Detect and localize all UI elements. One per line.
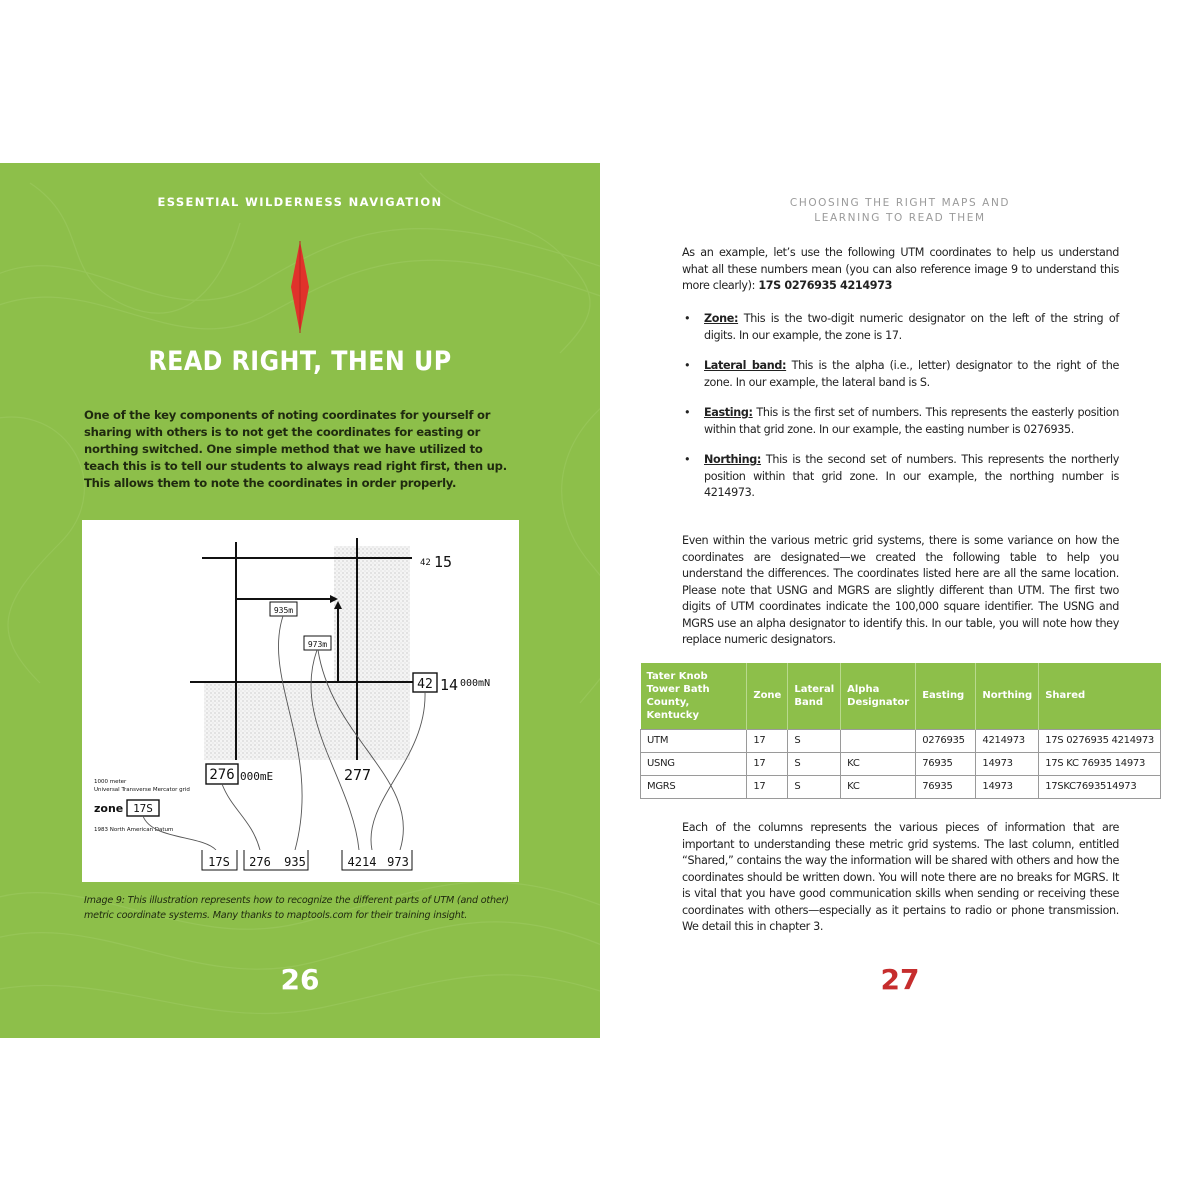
table-header: Tater Knob Tower Bath County, Kentucky — [641, 663, 747, 729]
table-cell: 17S KC 76935 14973 — [1039, 752, 1161, 775]
grid-note-line1: 1000 meter — [94, 779, 127, 785]
northing-top-suffix: 15 — [434, 553, 453, 571]
shaded-grid-region — [334, 546, 410, 682]
running-head-line1: CHOOSING THE RIGHT MAPS AND — [789, 197, 1011, 209]
intro-paragraph: One of the key components of noting coordinates for yourself or sharing with others is to not get the coordinates for easting or northing switched. One simple method that we have utilized to teach this is to tell our students to always read right first, then up. This allows them to note the coordinates in order properly. — [84, 408, 507, 490]
table-header: Alpha Designator — [841, 663, 916, 729]
table-cell: KC — [841, 752, 916, 775]
table-cell: 14973 — [976, 752, 1039, 775]
table-cell: 17SKC7693514973 — [1039, 775, 1161, 798]
grid-note-line2: Universal Transverse Mercator grid — [94, 787, 190, 793]
up-measure-label: 973m — [307, 640, 328, 649]
list-item — [682, 358, 1119, 391]
datum-note: 1983 North American Datum — [94, 827, 174, 833]
compass-needle-icon — [290, 241, 310, 333]
definition-term: Lateral band: — [704, 359, 787, 372]
table-row — [641, 752, 1161, 775]
shaded-grid-region — [204, 682, 410, 760]
list-item — [682, 405, 1119, 438]
right-measure-label: 935m — [273, 606, 294, 615]
code-northing-b: 973 — [387, 855, 409, 869]
code-easting-a: 276 — [249, 855, 271, 869]
code-northing-a: 4214 — [347, 855, 377, 869]
figure-caption: Image 9: This illustration represents how to recognize the different parts of UTM (and other) metric coordinate systems. Many thanks to maptools.com for their training insight. — [84, 895, 509, 921]
variance-paragraph: Even within the various metric grid systems, there is some variance on how the coordinates are designated—we created the following table to help you understand the differences. The coordinates listed here are all the same location. Please note that USNG and MGRS are slightly different than UTM. The first two digits of UTM coordinates indicate the 100,000 square identifier. The USNG and MGRS use an alpha designator to identify this. In our table, you will note how they replace numeric designators. — [682, 534, 1119, 646]
example-text: As an example, let’s use the following UTM coordinates to help us understand what all these numbers mean (you can also reference image 9 to understand this more clearly): — [682, 246, 1119, 292]
code-zone: 17S — [208, 855, 230, 869]
northing-top-prefix: 42 — [420, 558, 431, 568]
definition-term: Zone: — [704, 312, 739, 325]
northing-unit: 000mN — [460, 678, 491, 689]
table-cell: S — [788, 729, 841, 752]
table-header: Lateral Band — [788, 663, 841, 729]
northing-mid-digits: 14 — [440, 676, 459, 694]
table-cell: USNG — [641, 752, 747, 775]
example-paragraph — [682, 245, 1119, 295]
page-number: 27 — [880, 963, 920, 996]
table-header: Shared — [1039, 663, 1161, 729]
example-coordinates: 17S 0276935 4214973 — [758, 279, 893, 292]
table-cell: MGRS — [641, 775, 747, 798]
definition-text: This is the second set of numbers. This represents the northerly position within that grid zone. In our example, the northing number is 4214973. — [704, 453, 1119, 499]
table-cell: UTM — [641, 729, 747, 752]
northing-boxed-digits: 42 — [417, 677, 433, 692]
definition-text: This is the first set of numbers. This represents the easterly position within that grid zone. In our example, the easting number is 0276935. — [704, 406, 1119, 436]
right-page — [600, 163, 1200, 1038]
table-cell: KC — [841, 775, 916, 798]
table-row — [641, 729, 1161, 752]
easting-unit: 000mE — [240, 770, 274, 783]
table-cell: 14973 — [976, 775, 1039, 798]
easting-next-label: 277 — [344, 766, 372, 784]
table-cell: 4214973 — [976, 729, 1039, 752]
section-heading: READ RIGHT, THEN UP — [148, 346, 452, 377]
table-cell: 17S 0276935 4214973 — [1039, 729, 1161, 752]
table-cell: 17 — [747, 729, 788, 752]
list-item — [682, 452, 1119, 502]
table-row — [641, 775, 1161, 798]
table-cell — [841, 729, 916, 752]
coordinate-comparison-table — [640, 663, 1161, 799]
table-cell: 0276935 — [916, 729, 976, 752]
zone-label: zone — [94, 802, 124, 815]
running-head-line2: LEARNING TO READ THEM — [814, 212, 986, 224]
definition-term: Northing: — [704, 453, 762, 466]
easting-boxed-digits: 276 — [209, 767, 235, 783]
table-cell: S — [788, 775, 841, 798]
table-cell: S — [788, 752, 841, 775]
table-cell: 17 — [747, 752, 788, 775]
left-page — [0, 163, 600, 1038]
table-header-row — [641, 663, 1161, 729]
running-head: ESSENTIAL WILDERNESS NAVIGATION — [157, 195, 443, 209]
definition-list — [682, 311, 1119, 516]
table-header: Northing — [976, 663, 1039, 729]
running-head — [770, 196, 1030, 226]
columns-paragraph: Each of the columns represents the various pieces of information that are important to understanding these metric grid systems. The last column, entitled “Shared,” contains the way the information will be shared with others and how the coordinates should be written down. You will note there are no breaks for MGRS. It is vital that you have good communication skills when sending or receiving these coordinates with others—especially as it pertains to radio or phone transmission. We detail this in chapter 3. — [682, 821, 1119, 933]
definition-text: This is the alpha (i.e., letter) designator to the right of the zone. In our example, the lateral band is S. — [704, 359, 1119, 389]
table-cell: 76935 — [916, 752, 976, 775]
table-cell: 17 — [747, 775, 788, 798]
table-header: Zone — [747, 663, 788, 729]
table-header: Easting — [916, 663, 976, 729]
code-easting-b: 935 — [284, 855, 306, 869]
list-item — [682, 311, 1119, 344]
utm-diagram — [82, 520, 519, 882]
definition-text: This is the two-digit numeric designator on the left of the string of digits. In our example, the zone is 17. — [704, 312, 1119, 342]
definition-term: Easting: — [704, 406, 753, 419]
page-number: 26 — [280, 963, 320, 996]
zone-value: 17S — [133, 802, 153, 815]
table-cell: 76935 — [916, 775, 976, 798]
